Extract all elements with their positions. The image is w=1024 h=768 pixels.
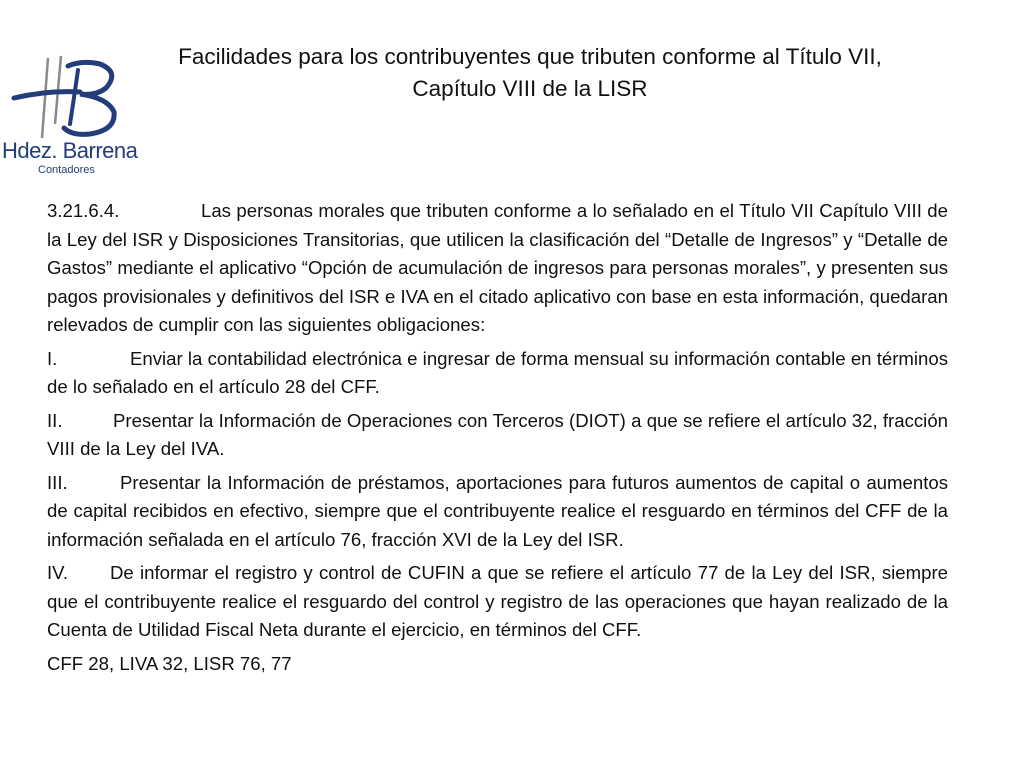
list-item-text: De informar el registro y control de CUFIN a que se refiere el artículo 77 de la Ley del ISR, siempre que el contribuyente realice el resguardo del control y registro de las operaciones que hayan realizado de la Cuenta de Utilidad Fiscal Neta durante el ejercicio, en términos del CFF. <box>47 562 948 640</box>
rule-intro-paragraph <box>47 197 948 340</box>
list-item <box>47 469 948 555</box>
list-item-text: Presentar la Información de préstamos, aportaciones para futuros aumentos de capital o aumentos de capital recibidos en efectivo, siempre que el contribuyente realice el resguardo en términos del CFF de la información señalada en el artículo 76, fracción XVI de la Ley del ISR. <box>47 471 948 550</box>
title-line-2: Capítulo VIII de la LISR <box>412 76 648 101</box>
logo-company-name: Hdez. Barrena <box>2 138 138 163</box>
legal-references: CFF 28, LIVA 32, LISR 76, 77 <box>47 652 292 674</box>
list-item-text: Presentar la Información de Operaciones con Terceros (DIOT) a que se refiere el artículo 32, fracción VIII de la Ley del IVA. <box>47 409 948 459</box>
title-line-1: Facilidades para los contribuyentes que tributen conforme al Título VII, <box>178 44 882 69</box>
rule-number: 3.21.6.4. <box>47 200 120 221</box>
list-item <box>47 407 948 464</box>
list-item-number: II. <box>47 409 63 431</box>
list-item-number: I. <box>47 347 58 369</box>
rule-intro-text: Las personas morales que tributen conforme a lo señalado en el Título VII Capítulo VIII de la Ley del ISR y Disposiciones Transitorias, que utilicen la clasificación del “Detalle de Ingresos” y “Detalle de Gastos” mediante el aplicativo “Opción de acumulación de ingresos para personas morales”, y presenten sus pagos provisionales y definitivos del ISR e IVA en el citado aplicativo con base en esta información, quedaran relevados de cumplir con las siguientes obligaciones: <box>47 200 948 335</box>
list-item <box>47 345 948 402</box>
list-item-text: Enviar la contabilidad electrónica e ingresar de forma mensual su información contable en términos de lo señalado en el artículo 28 del CFF. <box>47 347 948 397</box>
slide-title <box>70 41 990 105</box>
list-item <box>47 559 948 645</box>
list-item-number: IV. <box>47 562 69 583</box>
list-item-number: III. <box>47 471 68 493</box>
logo-subtitle: Contadores <box>38 164 95 176</box>
rule-body <box>47 197 948 678</box>
